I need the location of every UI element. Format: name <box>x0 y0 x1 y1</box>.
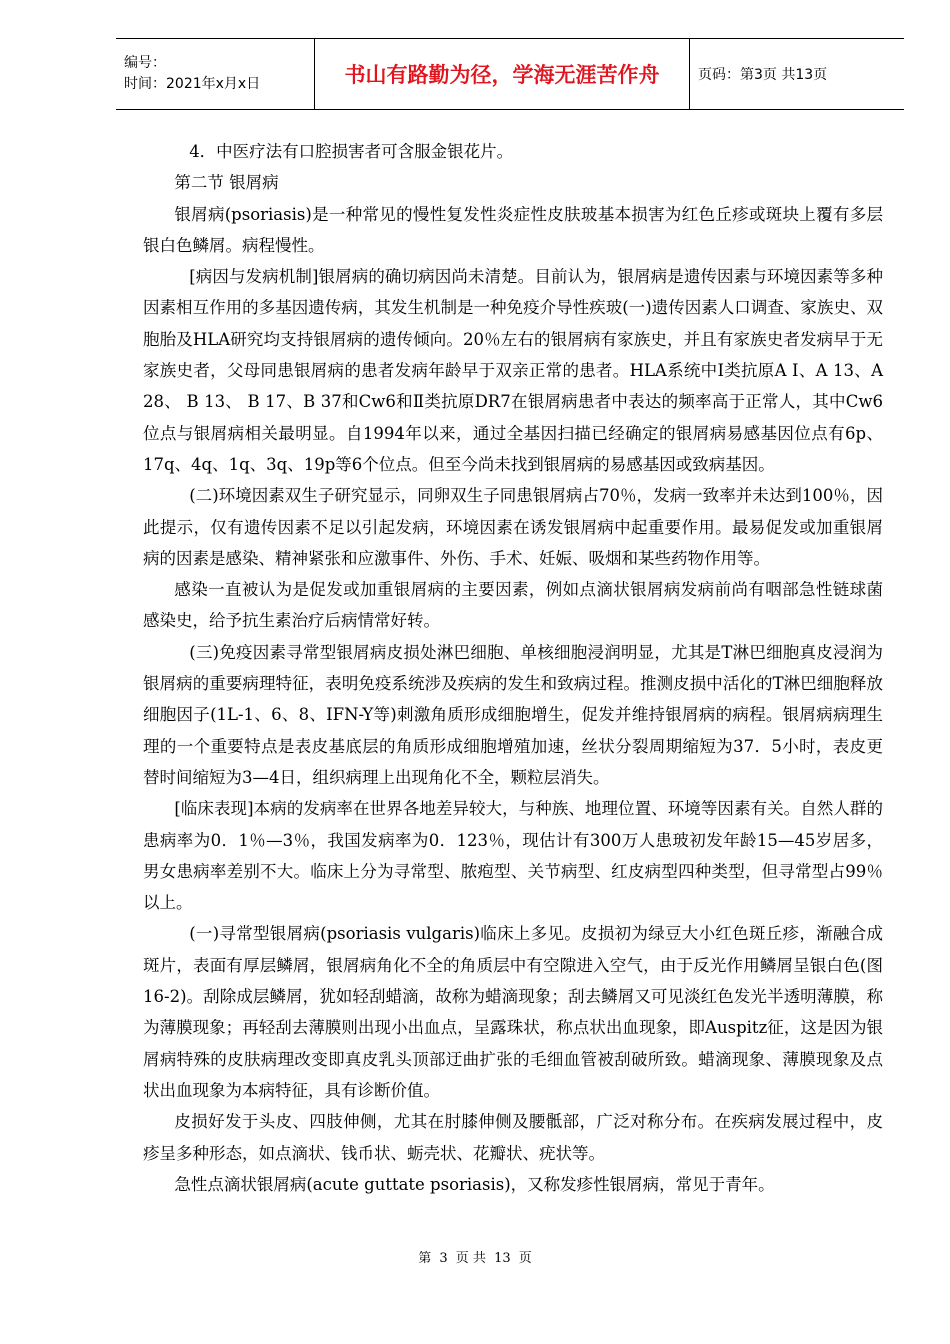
footer-middle: 页 共 <box>455 1251 486 1266</box>
header-meta <box>116 39 314 109</box>
header-motto: 书山有路勤为径，学海无涯苦作舟 <box>344 63 660 87</box>
paragraph-clinical: [临床表现]本病的发病率在世界各地差异较大，与种族、地理位置、环境等因素有关。自然人群的患病率为0．1％—3％，我国发病率为0．123％，现估计有300万人患玻初发年龄15—45岁居多，男女患病率差别不大。临床上分为寻常型、脓疱型、关节病型、红皮病型四种类型，但寻常型占99％以上。 <box>143 799 883 913</box>
header-page-label: 页码：第3页 共13页 <box>698 67 828 83</box>
header-page-cell <box>690 39 904 109</box>
footer-prefix: 第 <box>418 1251 432 1266</box>
document-header <box>116 38 904 110</box>
paragraph-vulgaris: (一)寻常型银屑病(psoriasis vulgaris)临床上多见。皮损初为绿豆大小红色斑丘疹，渐融合成斑片，表面有厚层鳞屑，银屑病角化不全的角质层中有空隙进入空气，由于反光作用鳞屑呈银白色(图16-2)。刮除成层鳞屑，犹如轻刮蜡滴，故称为蜡滴现象；刮去鳞屑又可见淡红色发光半透明薄膜，称为薄膜现象；再轻刮去薄膜则出现小出血点，呈露珠状，称点状出血现象，即Auspitz征，这是因为银屑病特殊的皮肤病理改变即真皮乳头顶部迂曲扩张的毛细血管被刮破所致。蜡滴现象、薄膜现象及点状出血现象为本病特征，具有诊断价值。 <box>143 924 883 1100</box>
paragraph-oral-treatment: 4．中医疗法有口腔损害者可含服金银花片。 <box>189 142 514 161</box>
paragraph-environment: (二)环境因素双生子研究显示，同卵双生子同患银屑病占70％，发病一致率并未达到100％，因此提示，仅有遗传因素不足以引起发病，环境因素在诱发银屑病中起重要作用。最易促发或加重银屑病的因素是感染、精神紧张和应激事件、外伤、手术、妊娠、吸烟和某些药物作用等。 <box>143 486 883 568</box>
paragraph-infection: 感染一直被认为是促发或加重银屑病的主要因素，例如点滴状银屑病发病前尚有咽部急性链球菌感染史，给予抗生素治疗后病情常好转。 <box>143 580 883 631</box>
footer-suffix: 页 <box>518 1251 532 1266</box>
footer-page-number: 3 <box>439 1251 448 1266</box>
paragraph-guttate: 急性点滴状银屑病(acute guttate psoriasis)，又称发疹性银屑病，常见于青年。 <box>174 1174 775 1194</box>
time-label: 时间：2021年x月x日 <box>124 76 261 92</box>
header-motto-cell <box>314 39 690 109</box>
paragraph-immunity: (三)免疫因素寻常型银屑病皮损处淋巴细胞、单核细胞浸润明显，尤其是T淋巴细胞真皮浸润为银屑病的重要病理特征，表明免疫系统涉及疾病的发生和致病过程。推测皮损中活化的T淋巴细胞释放细胞因子(1L-1、6、8、IFN-Y等)刺激角质形成细胞增生，促发并维持银屑病的病程。银屑病病理生理的一个重要特点是表皮基底层的角质形成细胞增殖加速，丝状分裂周期缩短为37．5小时，表皮更替时间缩短为3—4日，组织病理上出现角化不全，颗粒层消失。 <box>143 642 883 787</box>
number-label: 编号： <box>124 55 166 71</box>
paragraph-etiology: [病因与发病机制]银屑病的确切病因尚未清楚。目前认为，银屑病是遗传因素与环境因素等多种因素相互作用的多基因遗传病，其发生机制是一种免疫介导性疾玻(一)遗传因素人口调查、家族史、双胞胎及HLA研究均支持银屑病的遗传倾向。20％左右的银屑病有家族史，并且有家族史者发病早于无家族史者，父母同患银屑病的患者发病年龄早于双亲正常的患者。HLA系统中Ⅰ类抗原A Ⅰ、A 13、A 28、 B 13、 B 17、B 37和Cw6和Ⅱ类抗原DR7在银屑病患者中表达的频率高于正常人，其中Cw6位点与银屑病相关最明显。自1994年以来，通过全基因扫描已经确定的银屑病易感基因位点有6p、17q、4q、1q、3q、19p等6个位点。但至今尚未找到银屑病的易感基因或致病基因。 <box>143 267 883 474</box>
section-heading: 第二节 银屑病 <box>174 173 279 193</box>
page-footer <box>0 1247 950 1266</box>
document-body <box>143 136 883 1200</box>
footer-total-pages: 13 <box>494 1251 511 1266</box>
paragraph-distribution: 皮损好发于头皮、四肢伸侧，尤其在肘膝伸侧及腰骶部，广泛对称分布。在疾病发展过程中，皮疹呈多种形态，如点滴状、钱币状、蛎壳状、花瓣状、疣状等。 <box>143 1112 883 1163</box>
paragraph-definition: 银屑病(psoriasis)是一种常见的慢性复发性炎症性皮肤玻基本损害为红色丘疹或斑块上覆有多层银白色鳞屑。病程慢性。 <box>143 204 883 255</box>
